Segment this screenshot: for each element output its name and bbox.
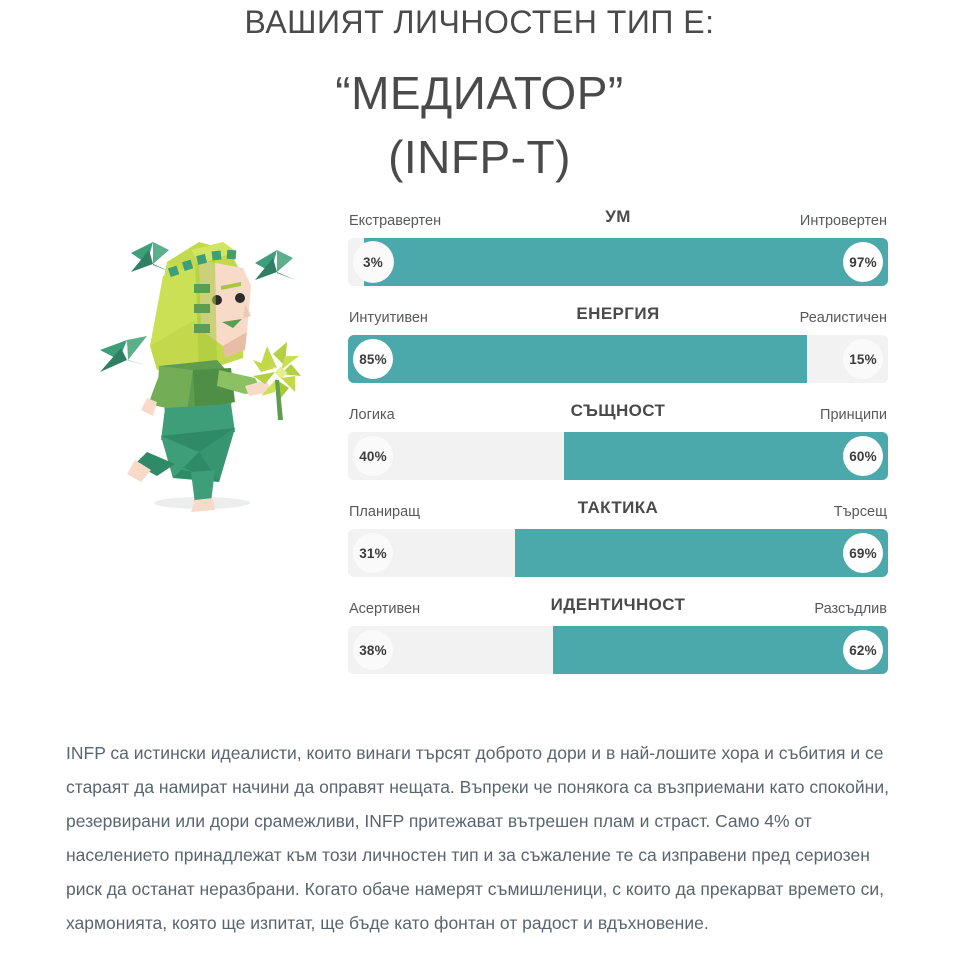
intro-heading: ВАШИЯТ ЛИЧНОСТЕН ТИП Е:	[244, 4, 715, 40]
trait-left-label: Планиращ	[349, 504, 421, 520]
trait-labels	[348, 304, 888, 331]
trait-bar	[348, 335, 888, 383]
trait-bars-list	[348, 207, 888, 675]
trait-right-percent: 69%	[843, 533, 883, 573]
trait-right-percent: 62%	[843, 630, 883, 670]
trait-left-label: Екстравертен	[349, 213, 442, 229]
trait-left-percent: 85%	[353, 339, 393, 379]
trait-left-percent: 3%	[353, 242, 393, 282]
trait-right-percent: 97%	[843, 242, 883, 282]
trait-category: ЕНЕРГИЯ	[576, 304, 660, 323]
trait-left-label: Интуитивен	[349, 310, 428, 326]
flower	[253, 342, 301, 420]
type-code-heading: (INFP-T)	[388, 131, 571, 183]
trait-bar-fill	[553, 626, 888, 674]
type-name-heading: “МЕДИАТОР”	[335, 67, 624, 119]
butterfly-icon-topleft	[131, 242, 171, 272]
trait-bar-fill	[348, 335, 807, 383]
mediator-character-illustration	[95, 220, 320, 520]
trait-left-percent: 38%	[353, 630, 393, 670]
eye-right	[235, 293, 245, 303]
result-header	[0, 0, 959, 188]
trait-bar	[348, 626, 888, 674]
trait-bar	[348, 432, 888, 480]
trait-right-percent: 15%	[843, 339, 883, 379]
trait-bar	[348, 529, 888, 577]
trait-bar-fill	[515, 529, 888, 577]
trait-labels	[348, 595, 888, 622]
trait-right-percent: 60%	[843, 436, 883, 476]
trait-row-identity	[348, 595, 888, 675]
trait-bar-fill	[364, 238, 888, 286]
trait-left-label: Асертивен	[349, 601, 421, 617]
butterfly-icon-left	[100, 336, 148, 372]
trait-bar	[348, 238, 888, 286]
trait-row-mind	[348, 207, 888, 287]
trait-labels	[348, 498, 888, 525]
trait-category: СЪЩНОСТ	[570, 401, 666, 420]
trait-category: УМ	[605, 207, 631, 226]
trait-labels	[348, 207, 888, 234]
hair-stripes	[194, 284, 210, 333]
trait-right-label: Търсещ	[833, 504, 887, 520]
result-body	[0, 207, 959, 690]
trait-right-label: Принципи	[820, 407, 887, 423]
type-description-paragraph: INFP са истински идеалисти, които винаги търсят доброто дори и в най-лошите хора и събития и се стараят да намират начини да оправят нещата. Въпреки че понякога са възприемани като спокойни, резервирани или дори срамежливи, INFP притежават вътрешен плам и страст. Само 4% от населението принадлежат към този личностен тип и за съжаление те са изправени пред сериозен риск да останат неразбрани. Когато обаче намерят съмишленици, с които да прекарват времето си, хармонията, която ще изпитат, ще бъде като фонтан от радост и вдъхновение.	[66, 743, 889, 933]
trait-labels	[348, 401, 888, 428]
trait-left-percent: 40%	[353, 436, 393, 476]
trait-row-energy	[348, 304, 888, 384]
trait-row-nature	[348, 401, 888, 481]
trait-right-label: Разсъдлив	[814, 601, 887, 617]
butterfly-icon-topright	[255, 250, 295, 280]
trait-right-label: Интровертен	[799, 213, 887, 229]
trait-bar-fill	[564, 432, 888, 480]
trait-right-label: Реалистичен	[799, 310, 887, 326]
trait-left-percent: 31%	[353, 533, 393, 573]
trait-category: ИДЕНТИЧНОСТ	[550, 595, 686, 614]
trait-left-label: Логика	[349, 407, 395, 423]
trait-category: ТАКТИКА	[577, 498, 659, 517]
trait-row-tactics	[348, 498, 888, 578]
